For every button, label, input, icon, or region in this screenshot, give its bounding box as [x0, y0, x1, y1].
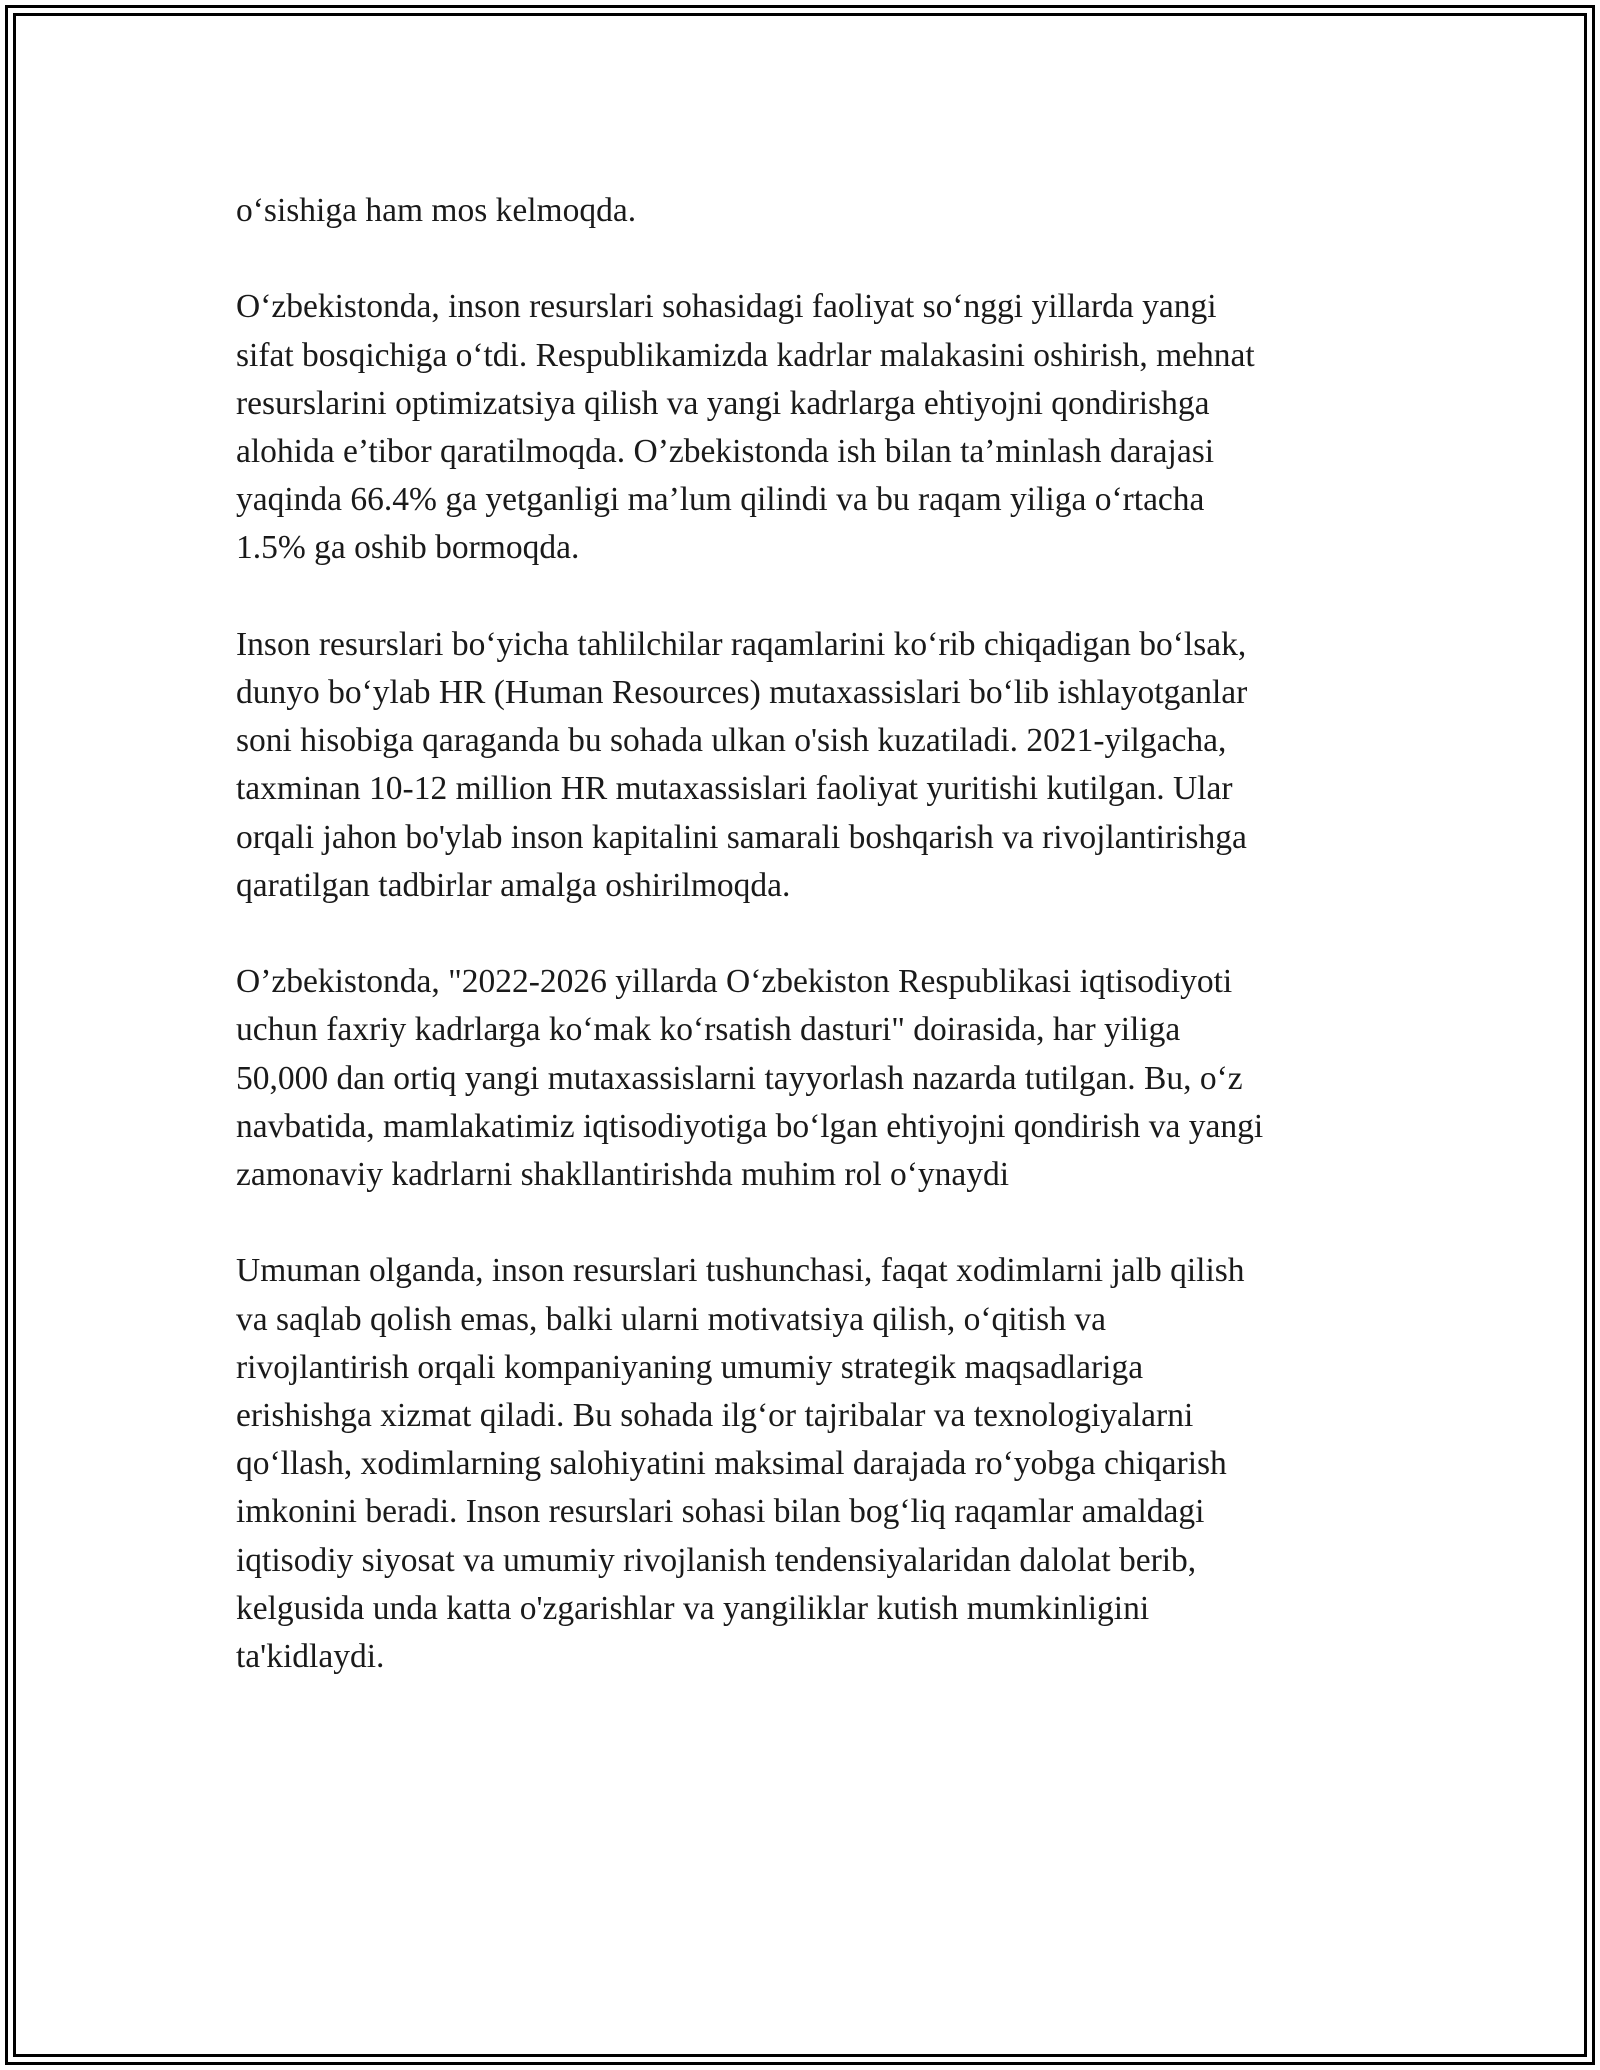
- document-body: [236, 187, 1366, 1729]
- paragraph-4: O’zbekistonda, "2022-2026 yillarda O‘zbekiston Respublikasi iqtisodiyoti uchun faxriy kadrlarga ko‘mak ko‘rsatish dasturi" doirasida, har yiliga 50,000 dan ortiq yangi mutaxassislarni tayyorlash nazarda tutilgan. Bu, o‘z navbatida, mamlakatimiz iqtisodiyotiga bo‘lgan ehtiyojni qondirish va yangi zamonaviy kadrlarni shakllantirishda muhim rol o‘ynaydi: [236, 963, 1264, 1194]
- paragraph-1: o‘sishiga ham mos kelmoqda.: [236, 192, 637, 229]
- paragraph-5: Umuman olganda, inson resurslari tushunchasi, faqat xodimlarni jalb qilish va saqlab qolish emas, balki ularni motivatsiya qilish, o‘qitish va rivojlantirish orqali kompaniyaning umumiy strategik maqsadlariga erishishga xizmat qiladi. Bu sohada ilg‘or tajribalar va texnologiyalarni qo‘llash, xodimlarning salohiyatini maksimal darajada ro‘yobga chiqarish imkonini beradi. Inson resurslari sohasi bilan bog‘liq raqamlar amaldagi iqtisodiy siyosat va umumiy rivojlanish tendensiyalaridan dalolat berib, kelgusida unda katta o'zgarishlar va yangiliklar kutish mumkinligini ta'kidlaydi.: [236, 1252, 1245, 1676]
- paragraph-2: O‘zbekistonda, inson resurslari sohasidagi faoliyat so‘nggi yillarda yangi sifat bosqichiga o‘tdi. Respublikamizda kadrlar malakasini oshirish, mehnat resurslarini optimizatsiya qilish va yangi kadrlarga ehtiyojni qondirishga alohida e’tibor qaratilmoqda. O’zbekistonda ish bilan ta’minlash darajasi yaqinda 66.4% ga yetganligi ma’lum qilindi va bu raqam yiliga o‘rtacha 1.5% ga oshib bormoqda.: [236, 288, 1255, 567]
- paragraph-3: Inson resurslari bo‘yicha tahlilchilar raqamlarini ko‘rib chiqadigan bo‘lsak, dunyo bo‘ylab HR (Human Resources) mutaxassislari bo‘lib ishlayotganlar soni hisobiga qaraganda bu sohada ulkan o'sish kuzatiladi. 2021-yilgacha, taxminan 10-12 million HR mutaxassislari faoliyat yuritishi kutilgan. Ular orqali jahon bo'ylab inson kapitalini samarali boshqarish va rivojlantirishga qaratilgan tadbirlar amalga oshirilmoqda.: [236, 625, 1248, 904]
